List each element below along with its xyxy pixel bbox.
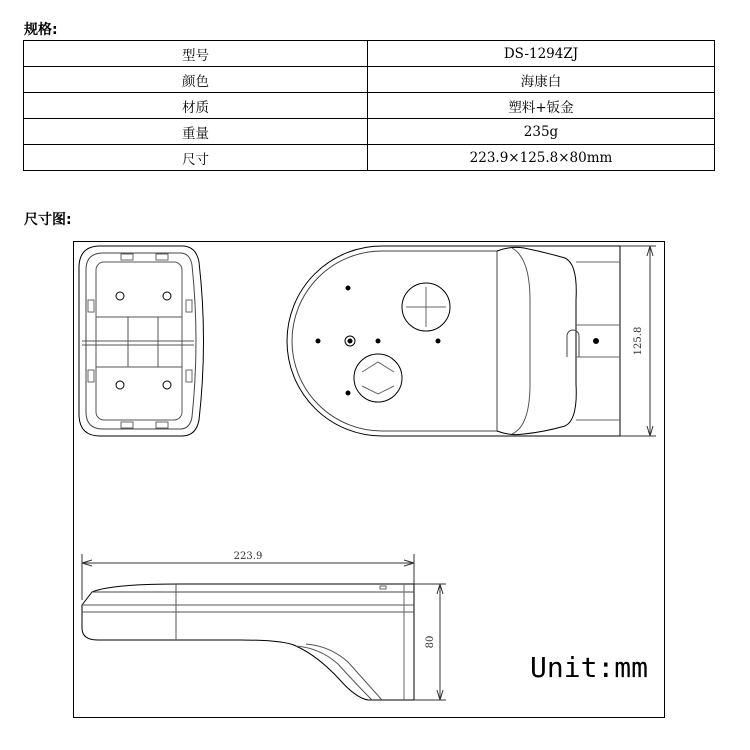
spec-value-material: 塑料+钣金 <box>368 93 715 119</box>
spec-label-model: 型号 <box>24 41 368 67</box>
dimension-height-label: 80 <box>425 635 436 649</box>
spec-value-model: DS-1294ZJ <box>368 41 715 67</box>
top-view-drawing <box>287 246 620 436</box>
spec-label-color: 颜色 <box>24 67 368 93</box>
spec-value-size: 223.9×125.8×80mm <box>368 145 715 171</box>
side-view-drawing <box>82 584 414 700</box>
dimension-width-label: 125.8 <box>633 326 644 356</box>
spec-value-weight: 235g <box>368 119 715 145</box>
spec-label-weight: 重量 <box>24 119 368 145</box>
back-view-drawing <box>79 246 204 436</box>
unit-label: Unit:mm <box>530 651 649 684</box>
dimension-heading: 尺寸图: <box>24 212 72 228</box>
spec-value-color: 海康白 <box>368 67 715 93</box>
spec-heading: 规格: <box>24 22 58 38</box>
dimension-length-label: 223.9 <box>233 551 263 562</box>
spec-label-material: 材质 <box>24 93 368 119</box>
spec-label-size: 尺寸 <box>24 145 368 171</box>
